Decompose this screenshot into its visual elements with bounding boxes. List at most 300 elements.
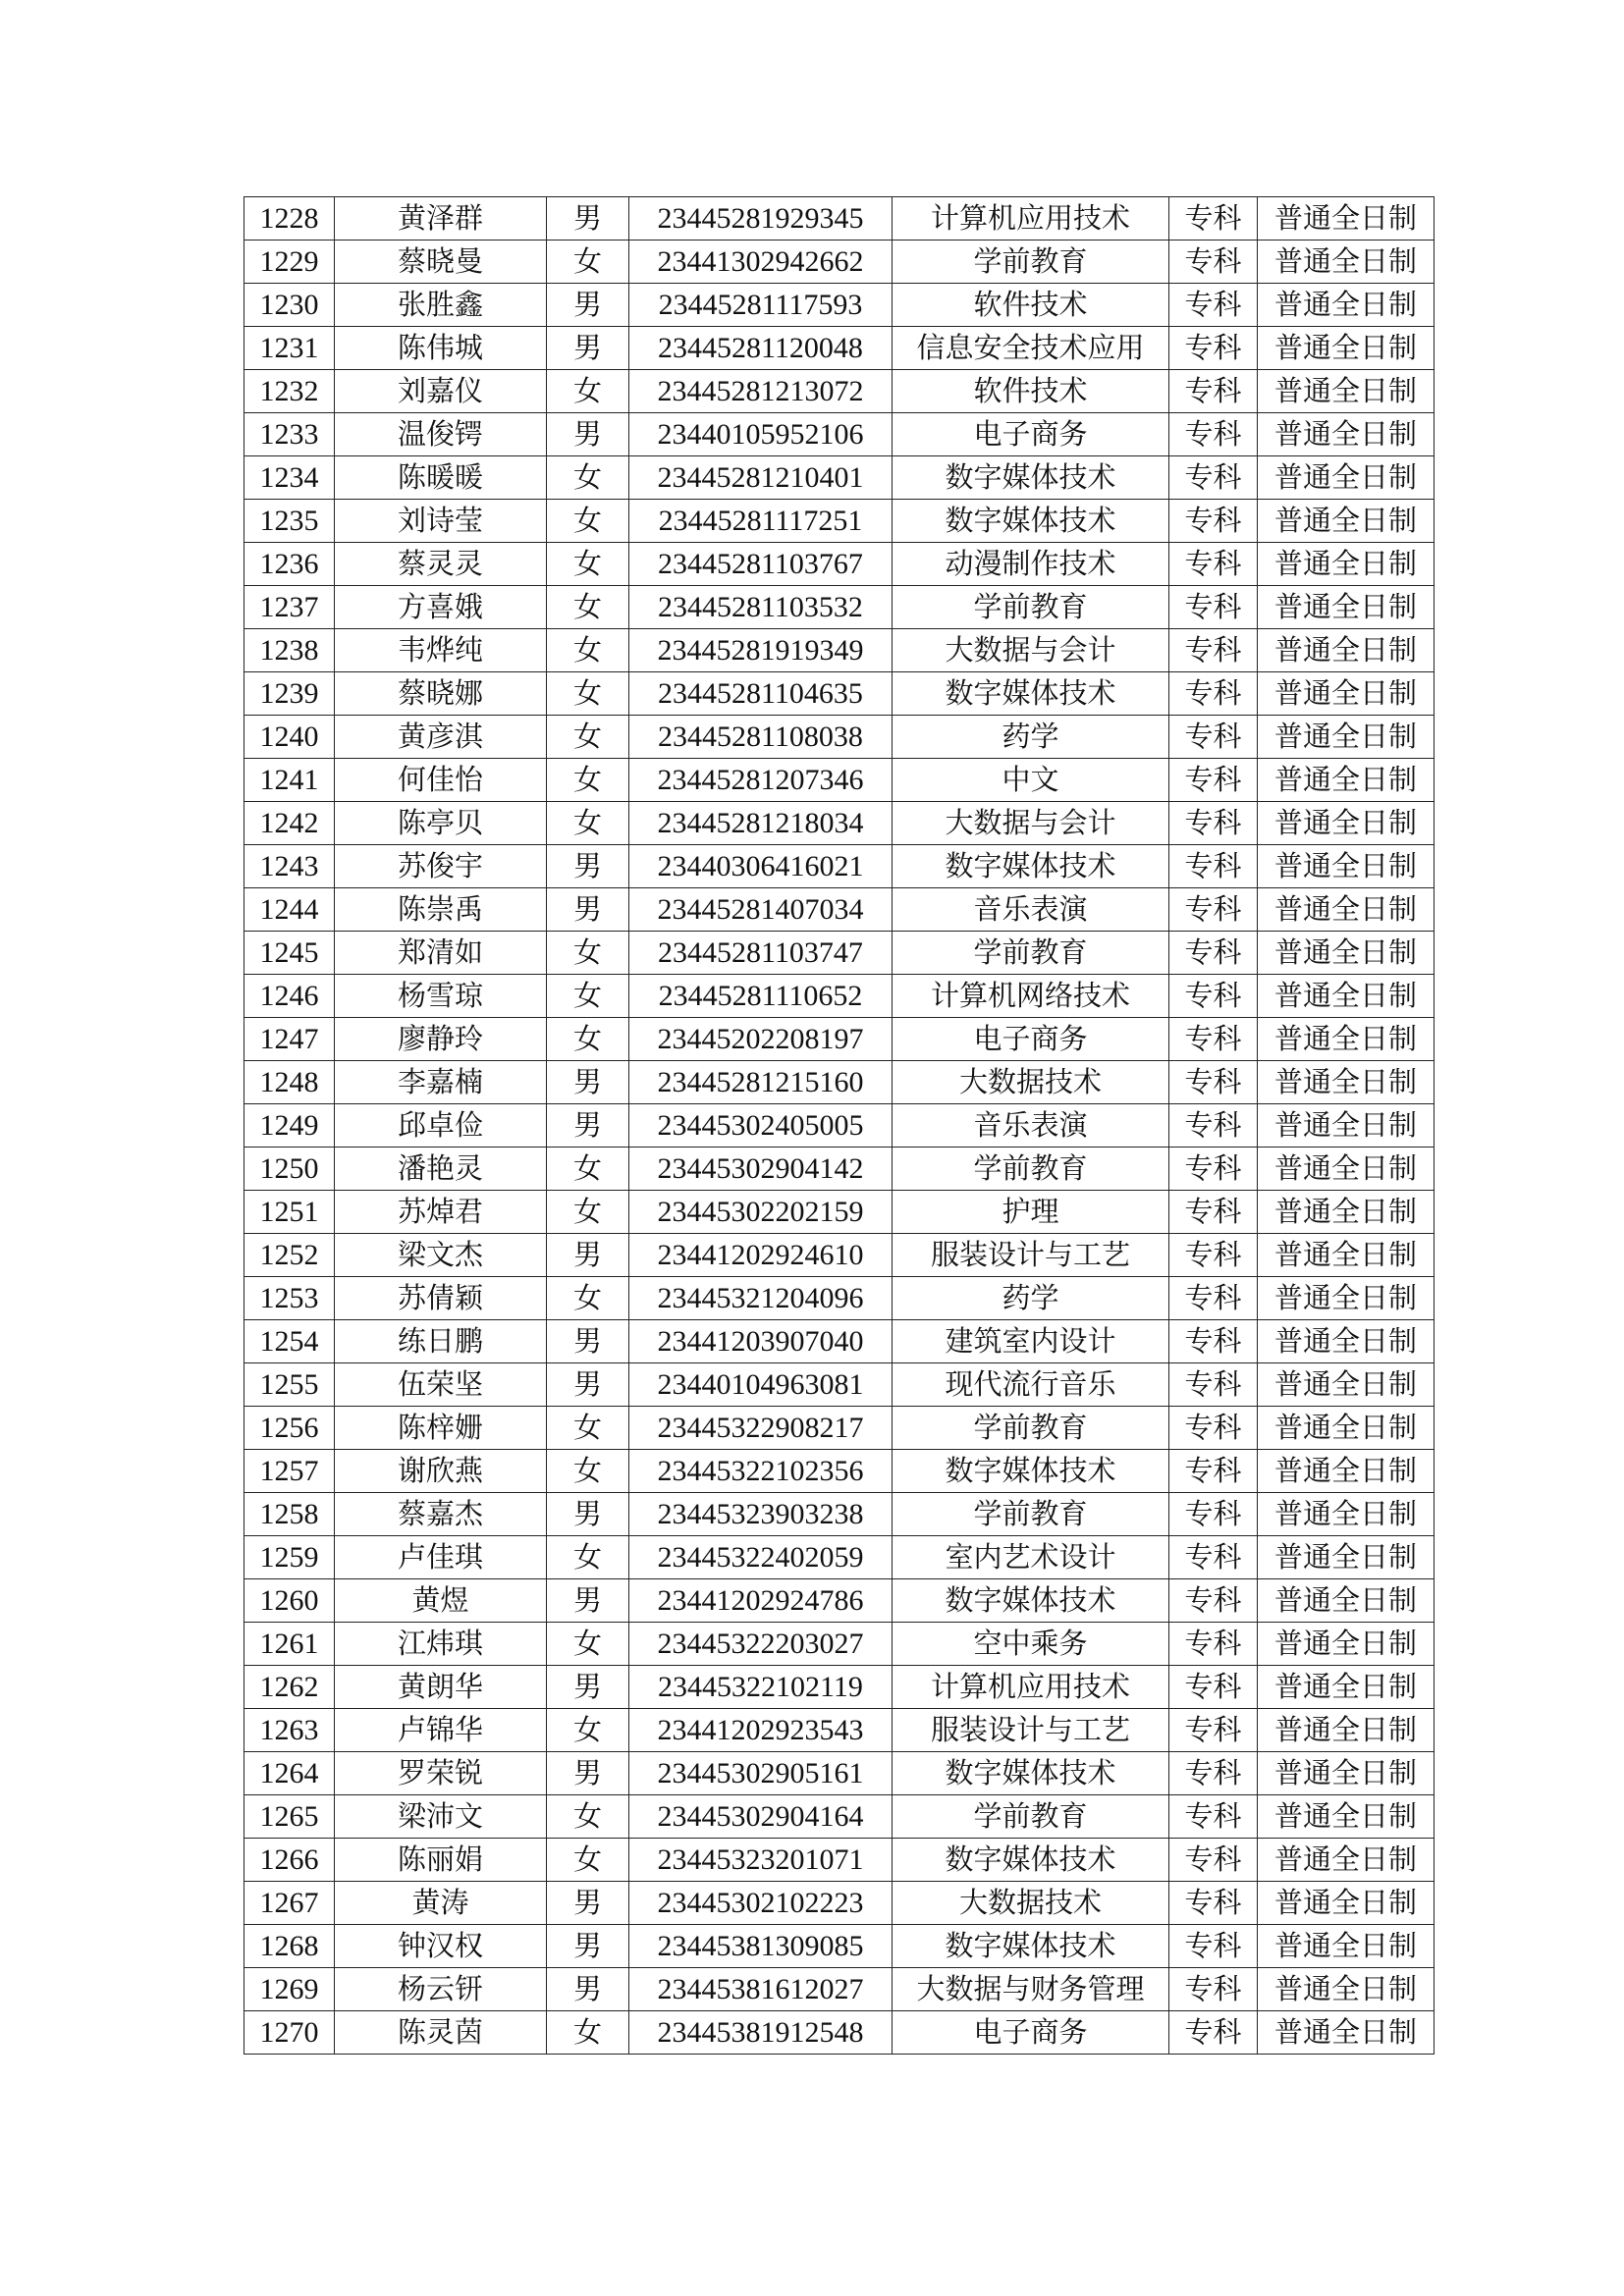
gender-cell: 男 [547, 1320, 629, 1363]
student-name-cell: 伍荣坚 [335, 1363, 547, 1407]
student-name-cell: 梁沛文 [335, 1795, 547, 1839]
study-type-cell: 普通全日制 [1258, 1536, 1435, 1579]
student-name-cell: 郑清如 [335, 932, 547, 975]
major-cell: 大数据技术 [893, 1882, 1169, 1925]
table-row [244, 1320, 1435, 1363]
row-number-cell: 1265 [244, 1795, 335, 1839]
exam-id-cell: 23441202924610 [629, 1234, 893, 1277]
major-cell: 建筑室内设计 [893, 1320, 1169, 1363]
major-cell: 数字媒体技术 [893, 1839, 1169, 1882]
study-type-cell: 普通全日制 [1258, 1623, 1435, 1666]
study-type-cell: 普通全日制 [1258, 802, 1435, 845]
gender-cell: 男 [547, 1968, 629, 2011]
major-cell: 软件技术 [893, 370, 1169, 413]
study-type-cell: 普通全日制 [1258, 1018, 1435, 1061]
gender-cell: 男 [547, 1104, 629, 1148]
row-number-cell: 1269 [244, 1968, 335, 2011]
gender-cell: 女 [547, 456, 629, 500]
gender-cell: 女 [547, 975, 629, 1018]
table-row [244, 284, 1435, 327]
gender-cell: 女 [547, 1450, 629, 1493]
exam-id-cell: 23440105952106 [629, 413, 893, 456]
gender-cell: 女 [547, 586, 629, 629]
exam-id-cell: 23445323903238 [629, 1493, 893, 1536]
gender-cell: 男 [547, 413, 629, 456]
education-level-cell: 专科 [1169, 629, 1258, 672]
table-row [244, 1277, 1435, 1320]
major-cell: 服装设计与工艺 [893, 1234, 1169, 1277]
gender-cell: 女 [547, 716, 629, 759]
row-number-cell: 1235 [244, 500, 335, 543]
student-name-cell: 黄泽群 [335, 197, 547, 240]
exam-id-cell: 23445281103532 [629, 586, 893, 629]
exam-id-cell: 23445281117593 [629, 284, 893, 327]
study-type-cell: 普通全日制 [1258, 1925, 1435, 1968]
major-cell: 数字媒体技术 [893, 1450, 1169, 1493]
row-number-cell: 1244 [244, 888, 335, 932]
gender-cell: 女 [547, 1839, 629, 1882]
row-number-cell: 1246 [244, 975, 335, 1018]
major-cell: 动漫制作技术 [893, 543, 1169, 586]
gender-cell: 女 [547, 543, 629, 586]
student-name-cell: 陈崇禹 [335, 888, 547, 932]
table-row [244, 932, 1435, 975]
table-row [244, 543, 1435, 586]
student-name-cell: 刘诗莹 [335, 500, 547, 543]
major-cell: 大数据技术 [893, 1061, 1169, 1104]
study-type-cell: 普通全日制 [1258, 888, 1435, 932]
student-name-cell: 钟汉权 [335, 1925, 547, 1968]
student-name-cell: 罗荣锐 [335, 1752, 547, 1795]
student-name-cell: 杨云钘 [335, 1968, 547, 2011]
major-cell: 学前教育 [893, 240, 1169, 284]
education-level-cell: 专科 [1169, 1363, 1258, 1407]
student-name-cell: 韦烨纯 [335, 629, 547, 672]
exam-id-cell: 23445302202159 [629, 1191, 893, 1234]
education-level-cell: 专科 [1169, 2011, 1258, 2055]
study-type-cell: 普通全日制 [1258, 1277, 1435, 1320]
gender-cell: 男 [547, 197, 629, 240]
exam-id-cell: 23440306416021 [629, 845, 893, 888]
student-name-cell: 苏倩颖 [335, 1277, 547, 1320]
student-name-cell: 谢欣燕 [335, 1450, 547, 1493]
major-cell: 大数据与财务管理 [893, 1968, 1169, 2011]
table-row [244, 1450, 1435, 1493]
study-type-cell: 普通全日制 [1258, 1882, 1435, 1925]
major-cell: 药学 [893, 1277, 1169, 1320]
education-level-cell: 专科 [1169, 759, 1258, 802]
exam-id-cell: 23445302904164 [629, 1795, 893, 1839]
table-row [244, 2011, 1435, 2055]
exam-id-cell: 23445302102223 [629, 1882, 893, 1925]
row-number-cell: 1258 [244, 1493, 335, 1536]
exam-id-cell: 23445302904142 [629, 1148, 893, 1191]
education-level-cell: 专科 [1169, 1968, 1258, 2011]
row-number-cell: 1233 [244, 413, 335, 456]
exam-id-cell: 23445322908217 [629, 1407, 893, 1450]
major-cell: 药学 [893, 716, 1169, 759]
table-row [244, 629, 1435, 672]
major-cell: 学前教育 [893, 1148, 1169, 1191]
gender-cell: 男 [547, 1666, 629, 1709]
study-type-cell: 普通全日制 [1258, 845, 1435, 888]
education-level-cell: 专科 [1169, 240, 1258, 284]
exam-id-cell: 23445281110652 [629, 975, 893, 1018]
education-level-cell: 专科 [1169, 975, 1258, 1018]
education-level-cell: 专科 [1169, 802, 1258, 845]
gender-cell: 男 [547, 888, 629, 932]
row-number-cell: 1234 [244, 456, 335, 500]
table-row [244, 1018, 1435, 1061]
gender-cell: 女 [547, 932, 629, 975]
major-cell: 中文 [893, 759, 1169, 802]
major-cell: 学前教育 [893, 1407, 1169, 1450]
exam-id-cell: 23445381912548 [629, 2011, 893, 2055]
table-row [244, 1882, 1435, 1925]
education-level-cell: 专科 [1169, 1623, 1258, 1666]
student-name-cell: 陈梓姗 [335, 1407, 547, 1450]
student-name-cell: 陈伟城 [335, 327, 547, 370]
table-row [244, 413, 1435, 456]
study-type-cell: 普通全日制 [1258, 759, 1435, 802]
table-row [244, 1148, 1435, 1191]
education-level-cell: 专科 [1169, 370, 1258, 413]
major-cell: 计算机应用技术 [893, 197, 1169, 240]
exam-id-cell: 23445281120048 [629, 327, 893, 370]
table-row [244, 456, 1435, 500]
table-row [244, 1363, 1435, 1407]
study-type-cell: 普通全日制 [1258, 1061, 1435, 1104]
major-cell: 大数据与会计 [893, 802, 1169, 845]
major-cell: 数字媒体技术 [893, 456, 1169, 500]
row-number-cell: 1229 [244, 240, 335, 284]
major-cell: 现代流行音乐 [893, 1363, 1169, 1407]
study-type-cell: 普通全日制 [1258, 1148, 1435, 1191]
exam-id-cell: 23445281407034 [629, 888, 893, 932]
table-row [244, 197, 1435, 240]
student-name-cell: 江炜琪 [335, 1623, 547, 1666]
row-number-cell: 1259 [244, 1536, 335, 1579]
study-type-cell: 普通全日制 [1258, 1839, 1435, 1882]
student-name-cell: 温俊锷 [335, 413, 547, 456]
table-row [244, 1061, 1435, 1104]
exam-id-cell: 23445281215160 [629, 1061, 893, 1104]
gender-cell: 男 [547, 1579, 629, 1623]
table-row [244, 500, 1435, 543]
exam-id-cell: 23440104963081 [629, 1363, 893, 1407]
student-name-cell: 李嘉楠 [335, 1061, 547, 1104]
student-name-cell: 陈亭贝 [335, 802, 547, 845]
row-number-cell: 1260 [244, 1579, 335, 1623]
student-name-cell: 黄朗华 [335, 1666, 547, 1709]
student-name-cell: 张胜鑫 [335, 284, 547, 327]
education-level-cell: 专科 [1169, 1752, 1258, 1795]
gender-cell: 男 [547, 845, 629, 888]
education-level-cell: 专科 [1169, 1925, 1258, 1968]
education-level-cell: 专科 [1169, 1666, 1258, 1709]
study-type-cell: 普通全日制 [1258, 672, 1435, 716]
row-number-cell: 1232 [244, 370, 335, 413]
gender-cell: 男 [547, 284, 629, 327]
student-name-cell: 苏俊宇 [335, 845, 547, 888]
major-cell: 计算机网络技术 [893, 975, 1169, 1018]
row-number-cell: 1237 [244, 586, 335, 629]
education-level-cell: 专科 [1169, 1536, 1258, 1579]
major-cell: 学前教育 [893, 1493, 1169, 1536]
row-number-cell: 1253 [244, 1277, 335, 1320]
row-number-cell: 1236 [244, 543, 335, 586]
major-cell: 学前教育 [893, 932, 1169, 975]
major-cell: 数字媒体技术 [893, 1579, 1169, 1623]
education-level-cell: 专科 [1169, 1407, 1258, 1450]
row-number-cell: 1238 [244, 629, 335, 672]
row-number-cell: 1239 [244, 672, 335, 716]
study-type-cell: 普通全日制 [1258, 1320, 1435, 1363]
student-name-cell: 潘艳灵 [335, 1148, 547, 1191]
table-row [244, 1536, 1435, 1579]
student-name-cell: 方喜娥 [335, 586, 547, 629]
education-level-cell: 专科 [1169, 932, 1258, 975]
study-type-cell: 普通全日制 [1258, 1968, 1435, 2011]
major-cell: 音乐表演 [893, 1104, 1169, 1148]
exam-id-cell: 23445281207346 [629, 759, 893, 802]
student-name-cell: 何佳怡 [335, 759, 547, 802]
gender-cell: 女 [547, 1623, 629, 1666]
education-level-cell: 专科 [1169, 327, 1258, 370]
row-number-cell: 1248 [244, 1061, 335, 1104]
education-level-cell: 专科 [1169, 1234, 1258, 1277]
major-cell: 音乐表演 [893, 888, 1169, 932]
exam-id-cell: 23445381309085 [629, 1925, 893, 1968]
study-type-cell: 普通全日制 [1258, 975, 1435, 1018]
exam-id-cell: 23441202924786 [629, 1579, 893, 1623]
row-number-cell: 1270 [244, 2011, 335, 2055]
exam-id-cell: 23445281929345 [629, 197, 893, 240]
row-number-cell: 1243 [244, 845, 335, 888]
student-name-cell: 卢佳琪 [335, 1536, 547, 1579]
row-number-cell: 1251 [244, 1191, 335, 1234]
gender-cell: 男 [547, 1752, 629, 1795]
exam-id-cell: 23441302942662 [629, 240, 893, 284]
table-row [244, 1925, 1435, 1968]
table-row [244, 1234, 1435, 1277]
table-row [244, 1709, 1435, 1752]
major-cell: 数字媒体技术 [893, 845, 1169, 888]
table-row [244, 1839, 1435, 1882]
row-number-cell: 1230 [244, 284, 335, 327]
exam-id-cell: 23445302905161 [629, 1752, 893, 1795]
row-number-cell: 1249 [244, 1104, 335, 1148]
student-name-cell: 黄彦淇 [335, 716, 547, 759]
education-level-cell: 专科 [1169, 1148, 1258, 1191]
exam-id-cell: 23445281218034 [629, 802, 893, 845]
exam-id-cell: 23445322203027 [629, 1623, 893, 1666]
gender-cell: 男 [547, 1234, 629, 1277]
table-row [244, 1666, 1435, 1709]
major-cell: 数字媒体技术 [893, 1752, 1169, 1795]
major-cell: 电子商务 [893, 413, 1169, 456]
row-number-cell: 1252 [244, 1234, 335, 1277]
gender-cell: 女 [547, 1536, 629, 1579]
exam-id-cell: 23445281213072 [629, 370, 893, 413]
education-level-cell: 专科 [1169, 716, 1258, 759]
study-type-cell: 普通全日制 [1258, 1493, 1435, 1536]
major-cell: 数字媒体技术 [893, 1925, 1169, 1968]
study-type-cell: 普通全日制 [1258, 1191, 1435, 1234]
table-row [244, 1752, 1435, 1795]
student-name-cell: 苏焯君 [335, 1191, 547, 1234]
table-row [244, 370, 1435, 413]
gender-cell: 女 [547, 1148, 629, 1191]
gender-cell: 女 [547, 370, 629, 413]
gender-cell: 男 [547, 1363, 629, 1407]
row-number-cell: 1255 [244, 1363, 335, 1407]
student-name-cell: 陈暖暖 [335, 456, 547, 500]
major-cell: 学前教育 [893, 586, 1169, 629]
gender-cell: 男 [547, 327, 629, 370]
row-number-cell: 1241 [244, 759, 335, 802]
study-type-cell: 普通全日制 [1258, 1450, 1435, 1493]
row-number-cell: 1231 [244, 327, 335, 370]
table-row [244, 1579, 1435, 1623]
gender-cell: 女 [547, 759, 629, 802]
student-name-cell: 刘嘉仪 [335, 370, 547, 413]
study-type-cell: 普通全日制 [1258, 1752, 1435, 1795]
student-name-cell: 杨雪琼 [335, 975, 547, 1018]
education-level-cell: 专科 [1169, 1277, 1258, 1320]
student-name-cell: 陈丽娟 [335, 1839, 547, 1882]
education-level-cell: 专科 [1169, 1493, 1258, 1536]
row-number-cell: 1266 [244, 1839, 335, 1882]
exam-id-cell: 23445281104635 [629, 672, 893, 716]
table-row [244, 802, 1435, 845]
table-row [244, 240, 1435, 284]
exam-id-cell: 23445281117251 [629, 500, 893, 543]
table-row [244, 975, 1435, 1018]
education-level-cell: 专科 [1169, 1061, 1258, 1104]
row-number-cell: 1254 [244, 1320, 335, 1363]
row-number-cell: 1250 [244, 1148, 335, 1191]
study-type-cell: 普通全日制 [1258, 413, 1435, 456]
table-row [244, 716, 1435, 759]
education-level-cell: 专科 [1169, 284, 1258, 327]
table-row [244, 1623, 1435, 1666]
education-level-cell: 专科 [1169, 1709, 1258, 1752]
study-type-cell: 普通全日制 [1258, 1666, 1435, 1709]
study-type-cell: 普通全日制 [1258, 1579, 1435, 1623]
major-cell: 信息安全技术应用 [893, 327, 1169, 370]
gender-cell: 女 [547, 1191, 629, 1234]
education-level-cell: 专科 [1169, 1579, 1258, 1623]
study-type-cell: 普通全日制 [1258, 1234, 1435, 1277]
study-type-cell: 普通全日制 [1258, 586, 1435, 629]
exam-id-cell: 23441203907040 [629, 1320, 893, 1363]
row-number-cell: 1242 [244, 802, 335, 845]
education-level-cell: 专科 [1169, 1839, 1258, 1882]
major-cell: 电子商务 [893, 1018, 1169, 1061]
roster-body [244, 197, 1435, 2055]
exam-id-cell: 23441202923543 [629, 1709, 893, 1752]
education-level-cell: 专科 [1169, 197, 1258, 240]
major-cell: 软件技术 [893, 284, 1169, 327]
gender-cell: 女 [547, 1407, 629, 1450]
education-level-cell: 专科 [1169, 543, 1258, 586]
education-level-cell: 专科 [1169, 1104, 1258, 1148]
study-type-cell: 普通全日制 [1258, 284, 1435, 327]
row-number-cell: 1228 [244, 197, 335, 240]
exam-id-cell: 23445321204096 [629, 1277, 893, 1320]
table-row [244, 672, 1435, 716]
student-name-cell: 黄煜 [335, 1579, 547, 1623]
gender-cell: 男 [547, 1925, 629, 1968]
gender-cell: 男 [547, 1882, 629, 1925]
row-number-cell: 1264 [244, 1752, 335, 1795]
row-number-cell: 1245 [244, 932, 335, 975]
major-cell: 大数据与会计 [893, 629, 1169, 672]
student-name-cell: 卢锦华 [335, 1709, 547, 1752]
study-type-cell: 普通全日制 [1258, 500, 1435, 543]
study-type-cell: 普通全日制 [1258, 370, 1435, 413]
table-row [244, 888, 1435, 932]
row-number-cell: 1263 [244, 1709, 335, 1752]
row-number-cell: 1262 [244, 1666, 335, 1709]
exam-id-cell: 23445381612027 [629, 1968, 893, 2011]
education-level-cell: 专科 [1169, 456, 1258, 500]
student-name-cell: 蔡晓娜 [335, 672, 547, 716]
major-cell: 空中乘务 [893, 1623, 1169, 1666]
study-type-cell: 普通全日制 [1258, 1795, 1435, 1839]
student-name-cell: 陈灵茵 [335, 2011, 547, 2055]
education-level-cell: 专科 [1169, 1882, 1258, 1925]
table-row [244, 586, 1435, 629]
table-row [244, 327, 1435, 370]
education-level-cell: 专科 [1169, 1191, 1258, 1234]
major-cell: 计算机应用技术 [893, 1666, 1169, 1709]
student-roster-table [244, 196, 1435, 2055]
table-row [244, 759, 1435, 802]
row-number-cell: 1247 [244, 1018, 335, 1061]
row-number-cell: 1256 [244, 1407, 335, 1450]
student-name-cell: 梁文杰 [335, 1234, 547, 1277]
exam-id-cell: 23445322402059 [629, 1536, 893, 1579]
education-level-cell: 专科 [1169, 413, 1258, 456]
table-row [244, 1795, 1435, 1839]
student-name-cell: 邱卓俭 [335, 1104, 547, 1148]
exam-id-cell: 23445322102356 [629, 1450, 893, 1493]
gender-cell: 女 [547, 1277, 629, 1320]
exam-id-cell: 23445281210401 [629, 456, 893, 500]
education-level-cell: 专科 [1169, 1450, 1258, 1493]
study-type-cell: 普通全日制 [1258, 543, 1435, 586]
table-row [244, 1104, 1435, 1148]
education-level-cell: 专科 [1169, 672, 1258, 716]
exam-id-cell: 23445202208197 [629, 1018, 893, 1061]
study-type-cell: 普通全日制 [1258, 1709, 1435, 1752]
table-row [244, 1407, 1435, 1450]
exam-id-cell: 23445322102119 [629, 1666, 893, 1709]
gender-cell: 女 [547, 629, 629, 672]
table-row [244, 1191, 1435, 1234]
row-number-cell: 1268 [244, 1925, 335, 1968]
student-name-cell: 蔡灵灵 [335, 543, 547, 586]
education-level-cell: 专科 [1169, 888, 1258, 932]
education-level-cell: 专科 [1169, 1320, 1258, 1363]
gender-cell: 女 [547, 672, 629, 716]
student-name-cell: 练日鹏 [335, 1320, 547, 1363]
study-type-cell: 普通全日制 [1258, 1407, 1435, 1450]
exam-id-cell: 23445281103767 [629, 543, 893, 586]
education-level-cell: 专科 [1169, 845, 1258, 888]
